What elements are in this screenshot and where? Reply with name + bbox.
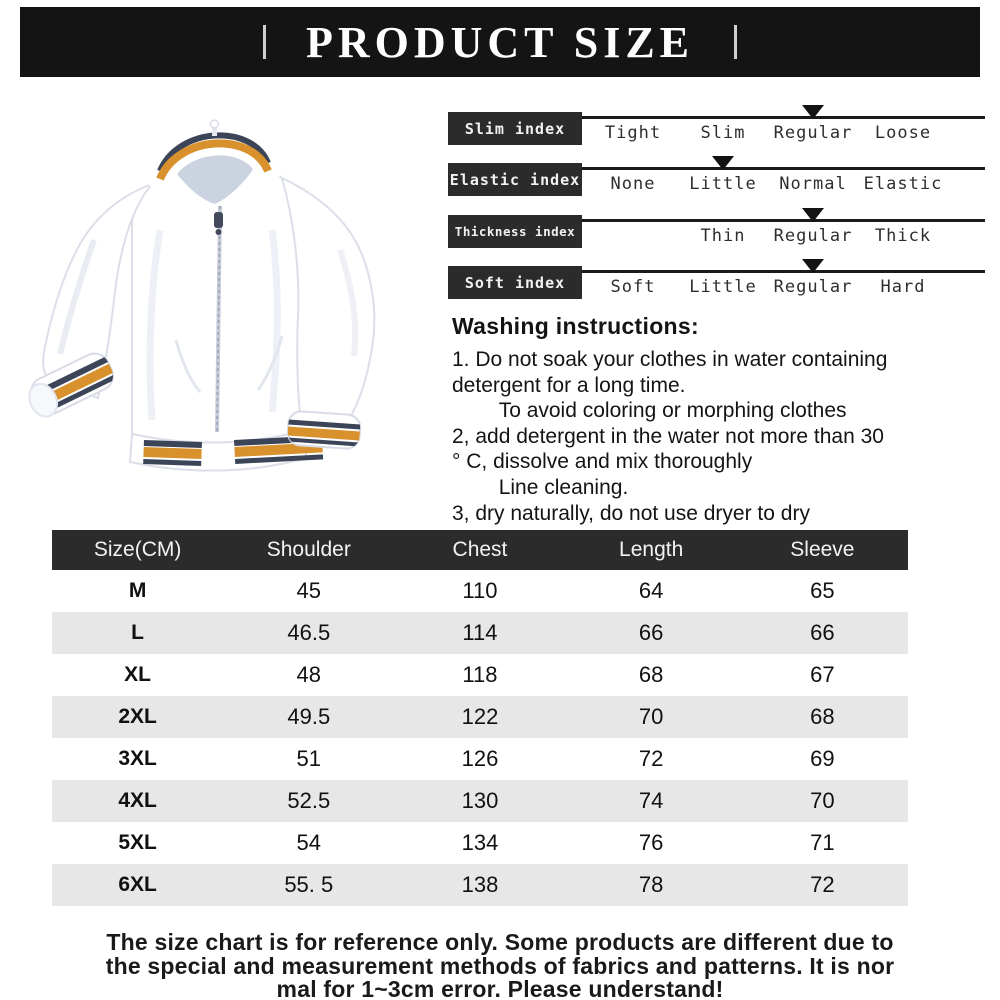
scale-line <box>582 270 985 273</box>
scale-option: Thin <box>700 226 746 246</box>
table-row <box>52 780 908 822</box>
cell-shoulder: 51 <box>296 746 322 771</box>
cell-sleeve: 70 <box>810 788 835 813</box>
cell-length: 66 <box>638 620 664 645</box>
cell-length: 76 <box>638 830 664 855</box>
table-row <box>52 738 908 780</box>
scale-option: Loose <box>874 123 932 143</box>
cell-shoulder: 49.5 <box>287 704 331 729</box>
cell-chest: 118 <box>462 662 498 687</box>
scale-labels <box>588 277 948 297</box>
table-header-row <box>52 530 908 570</box>
scale-arrow-icon <box>802 105 824 119</box>
scale-arrow-icon <box>802 259 824 273</box>
size-table <box>52 530 908 906</box>
cell-sleeve: 72 <box>810 872 835 897</box>
scale-arrow-icon <box>802 208 824 222</box>
scale-labels <box>588 226 948 246</box>
cell-sleeve: 71 <box>810 830 835 855</box>
cell-chest: 114 <box>462 620 498 645</box>
scale-option-empty <box>588 226 678 246</box>
jacket-right-cuff <box>287 411 361 450</box>
scale-option: Slim <box>700 123 746 143</box>
index-row-elastic <box>448 163 988 215</box>
cell-length: 64 <box>638 578 664 603</box>
scale-labels <box>588 174 948 194</box>
header-left-divider <box>263 25 266 59</box>
cell-size: M <box>128 579 147 602</box>
table-row <box>52 570 908 612</box>
collar-button <box>211 120 219 128</box>
scale-option: Normal <box>779 174 847 194</box>
cell-length: 68 <box>638 662 664 687</box>
table-row <box>52 654 908 696</box>
cell-chest: 110 <box>462 578 498 603</box>
cell-chest: 138 <box>461 872 499 897</box>
washing-line: Line cleaning. <box>452 475 629 499</box>
header-right-divider <box>734 25 737 59</box>
jacket-illustration <box>10 100 450 520</box>
cell-size: XL <box>124 663 152 686</box>
index-badge-elastic: Elastic index <box>448 163 582 196</box>
cell-length: 70 <box>638 704 664 729</box>
scale-option: None <box>610 174 656 194</box>
scale-option: Hard <box>880 277 926 297</box>
scale-arrow-icon <box>712 156 734 170</box>
cell-chest: 126 <box>461 746 499 771</box>
page-title: PRODUCT SIZE <box>305 17 695 67</box>
washing-line: 3, dry naturally, do not use dryer to dry <box>452 501 810 525</box>
cell-size: 2XL <box>118 705 157 728</box>
table-row <box>52 696 908 738</box>
cell-chest: 122 <box>461 704 499 729</box>
scale-line <box>582 116 985 119</box>
footer-line: the special and measurement methods of fabrics and patterns. It is nor <box>105 952 895 979</box>
footer-line: mal for 1~3cm error. Please understand! <box>276 976 724 1000</box>
washing-line: 1. Do not soak your clothes in water containing <box>452 348 888 371</box>
scale-option: Little <box>689 174 757 194</box>
index-badge-thickness: Thickness index <box>448 215 582 248</box>
col-size: Size(CM) <box>52 530 223 570</box>
washing-line: ° C, dissolve and mix thoroughly <box>452 450 753 474</box>
col-shoulder: Shoulder <box>223 530 394 570</box>
cell-shoulder: 45 <box>296 578 322 603</box>
scale-option: Tight <box>604 123 662 143</box>
scale-line <box>582 219 985 222</box>
cell-length: 78 <box>638 872 664 897</box>
col-chest: Chest <box>394 530 565 570</box>
index-badge-soft: Soft index <box>448 266 582 299</box>
footer-line: The size chart is for reference only. Some products are different due to <box>106 929 894 955</box>
table-row <box>52 822 908 864</box>
cell-sleeve: 66 <box>810 620 835 645</box>
scale-option: Regular <box>773 123 853 143</box>
cell-size: 6XL <box>118 873 157 896</box>
header-bar <box>20 7 980 77</box>
cell-chest: 134 <box>461 830 499 855</box>
scale-line <box>582 167 985 170</box>
index-row-soft <box>448 266 988 318</box>
scale-option: Thick <box>874 226 932 246</box>
size-table-body <box>52 570 908 906</box>
cell-size: 3XL <box>118 747 157 770</box>
cell-size: 5XL <box>118 831 157 854</box>
cell-chest: 130 <box>461 788 499 813</box>
table-row <box>52 864 908 906</box>
table-row <box>52 612 908 654</box>
col-length: Length <box>566 530 737 570</box>
cell-sleeve: 67 <box>810 662 835 687</box>
index-row-thickness <box>448 215 988 267</box>
scale-labels <box>588 123 948 143</box>
size-table-header <box>52 530 908 570</box>
cell-length: 72 <box>638 746 664 771</box>
washing-line: To avoid coloring or morphing clothes <box>452 399 847 423</box>
zipper-pull <box>214 212 223 228</box>
cell-shoulder: 48 <box>296 662 322 687</box>
cell-length: 74 <box>638 788 664 813</box>
cell-size: 4XL <box>118 789 157 812</box>
footer-note <box>20 931 980 1000</box>
scale-option: Little <box>689 277 757 297</box>
scale-option: Regular <box>773 277 853 297</box>
scale-option: Elastic <box>863 174 943 194</box>
index-badge-slim: Slim index <box>448 112 582 145</box>
washing-line: detergent for a long time. <box>452 373 686 397</box>
cell-size: L <box>131 621 144 644</box>
washing-title: Washing instructions: <box>452 313 699 339</box>
cell-shoulder: 46.5 <box>287 620 331 645</box>
cell-shoulder: 54 <box>296 830 322 855</box>
washing-line: 2, add detergent in the water not more than 30 <box>452 424 884 448</box>
cell-shoulder: 55. 5 <box>284 872 334 897</box>
cell-sleeve: 69 <box>810 746 835 771</box>
col-sleeve: Sleeve <box>737 530 908 570</box>
scale-option: Soft <box>610 277 656 297</box>
scale-option: Regular <box>773 226 853 246</box>
washing-instructions <box>452 313 1000 526</box>
product-image-jacket <box>10 100 450 520</box>
cell-sleeve: 68 <box>810 704 835 729</box>
cell-sleeve: 65 <box>810 578 835 603</box>
cell-shoulder: 52.5 <box>287 788 331 813</box>
